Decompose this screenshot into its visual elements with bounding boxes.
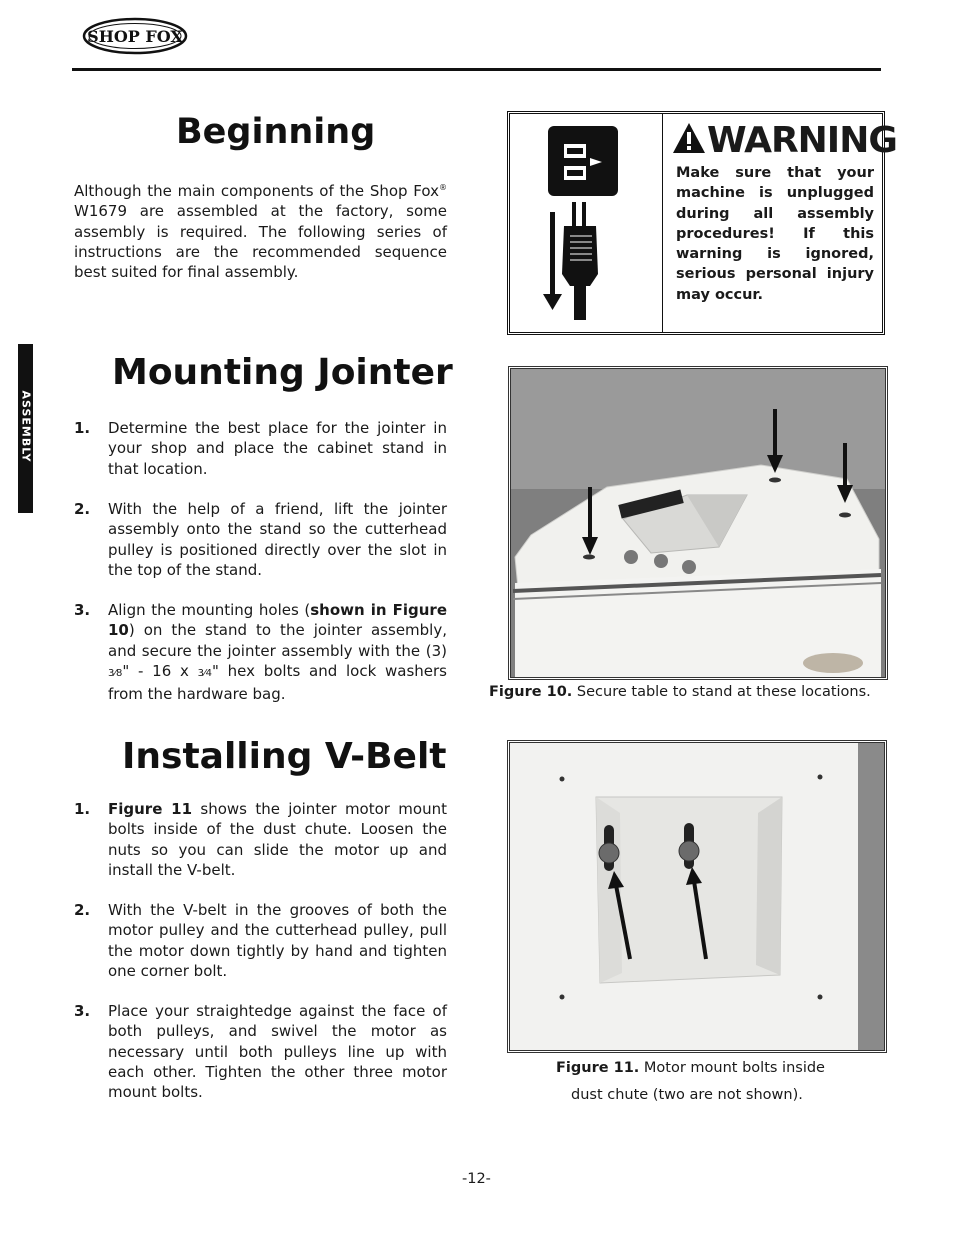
shop-fox-logo: [82, 16, 188, 56]
warning-box: [507, 111, 897, 335]
vbelt-step-3: 3. Place your straightedge against the face of both pulleys, and swivel the motor as necessary until both pulleys line up with each other. Tighten the other three motor mount bolts.: [74, 1002, 447, 1102]
beginning-heading: Beginning: [176, 112, 376, 152]
mounting-step-2: 2. With the help of a friend, lift the jointer assembly onto the stand so the cutterhead pulley is positioned directly over the slot in the top of the stand.: [74, 500, 447, 579]
mounting-jointer-heading: Mounting Jointer: [112, 352, 453, 393]
unplug-icon: [510, 114, 663, 332]
warning-text: Make sure that your machine is unplugged during all assembly procedures! If this warning is ignored, serious personal injury may occur.: [676, 165, 874, 303]
figure-11-photo: [507, 740, 887, 1053]
section-side-tab: [18, 344, 33, 513]
header-rule: [72, 68, 881, 71]
figure-11-caption-line1: Figure 11. Motor mount bolts inside: [556, 1060, 825, 1076]
page-number: -12-: [462, 1171, 491, 1187]
beginning-paragraph: Although the main components of the Shop Fox® W1679 are assembled at the factory, some assembly is required. The following series of instructions are the recommended sequence best suited for final assembly.: [74, 182, 447, 282]
vbelt-step-1: 1. Figure 11 shows the jointer motor mount bolts inside of the dust chute. Loosen the nuts so you can slide the motor up and install the V-belt.: [74, 800, 447, 879]
figure-10-photo: [508, 366, 888, 680]
side-tab-label: ASSEMBLY: [19, 390, 33, 463]
warning-heading: WARNING: [672, 120, 897, 161]
mounting-step-1: 1. Determine the best place for the jointer in your shop and place the cabinet stand in that location.: [74, 419, 447, 478]
figure-10-caption: Figure 10. Secure table to stand at these locations.: [489, 684, 871, 700]
figure-11-caption-line2: dust chute (two are not shown).: [571, 1087, 803, 1103]
installing-vbelt-heading: Installing V-Belt: [122, 736, 447, 777]
mounting-step-3: 3. Align the mounting holes (shown in Figure 10) on the stand to the jointer assembly, and secure the jointer assembly with the (3) 3⁄8" - 16 x 3⁄4" hex bolts and lock washers from the hardware bag.: [74, 601, 447, 704]
warning-triangle-icon: [672, 122, 706, 154]
logo-text: SHOP FOX: [87, 27, 183, 46]
vbelt-step-2: 2. With the V-belt in the grooves of both the motor pulley and the cutterhead pulley, pull the motor down tightly by hand and tighten one corner bolt.: [74, 901, 447, 980]
